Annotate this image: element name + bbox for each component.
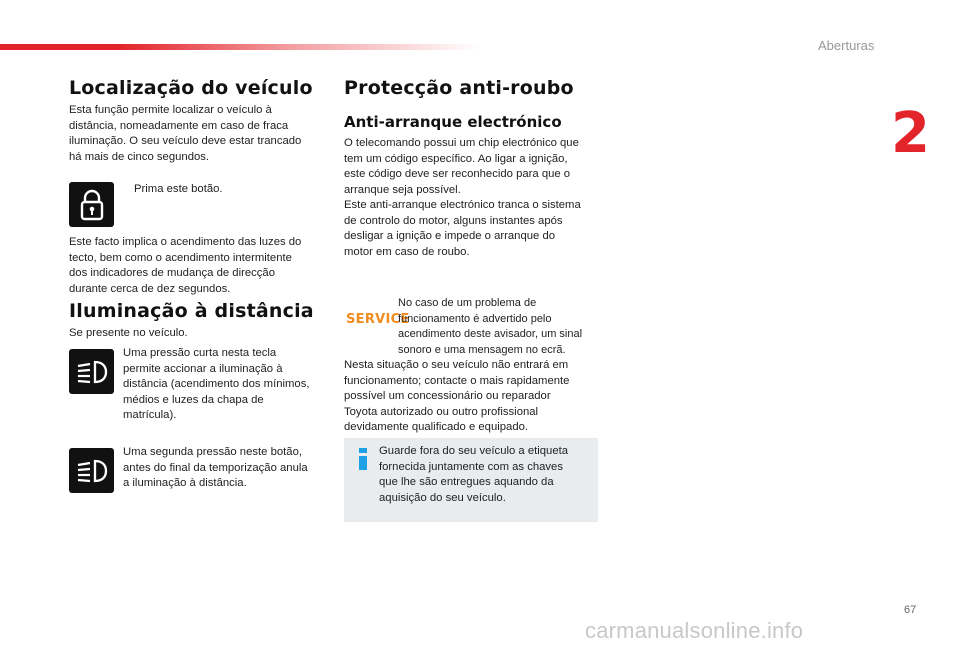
info-icon [356, 448, 370, 470]
info-box [344, 438, 598, 522]
lighting-intro: Se presente no veículo. [69, 327, 188, 339]
headlamp-button-icon [69, 349, 114, 394]
antitheft-subtitle: Anti-arranque electrónico [344, 113, 562, 131]
chapter-number: 2 [891, 101, 930, 166]
lighting-item1: Uma pressão curta nesta tecla permite accionar a iluminação à distância (acendimento dos mínimos, médios e luzes da chapa de matrícula). [123, 347, 310, 421]
section-label: Aberturas [818, 38, 875, 53]
locate-result: Este facto implica o acendimento das luzes do tecto, bem como o acendimento intermitente dos indicadores de mudança de direcção durante cerca de dez segundos. [69, 236, 302, 295]
header-accent-bar [0, 44, 480, 50]
service-warning-icon: SERVICE [346, 312, 410, 327]
info-text: Guarde fora do seu veículo a etiqueta fornecida juntamente com as chaves que lhe são entregues aquando da aquisição do seu veículo. [379, 445, 569, 504]
service-text: No caso de um problema de funcionamento é advertido pelo acendimento deste avisador, um sinal sonoro e uma mensagem no ecrã. [398, 297, 583, 356]
lighting-item2: Uma segunda pressão neste botão, antes do final da temporização anula a iluminação à distância. [123, 446, 308, 489]
watermark: carmanualsonline.info [585, 618, 804, 643]
antitheft-after: Nesta situação o seu veículo não entrará em funcionamento; contacte o mais rapidamente possível um concessionário ou reparador Toyota autorizado ou outro profissional devidamente qualificado e equipado. [344, 359, 570, 433]
locate-bullet: Prima este botão. [134, 183, 223, 195]
locate-title: Localização do veículo [69, 77, 313, 99]
headlamp-button-icon-2 [69, 448, 114, 493]
antitheft-para: O telecomando possui um chip electrónico que tem um código específico. Ao ligar a ignição, este código deve ser reconhecido para que o arranque seja possível. Este anti-arranque electrónico tranca o sistema de controlo do motor, alguns instantes após desligar a ignição e impede o arranque do motor em caso de roubo. [344, 137, 581, 258]
locate-intro: Esta função permite localizar o veículo à distância, nomeadamente em caso de fraca iluminação. O seu veículo deve estar trancado há mais de cinco segundos. [69, 104, 302, 163]
lock-button-icon [69, 182, 114, 227]
lighting-title: Iluminação à distância [69, 300, 314, 322]
antitheft-title: Protecção anti-roubo [344, 77, 574, 99]
page-number: 67 [904, 604, 917, 616]
